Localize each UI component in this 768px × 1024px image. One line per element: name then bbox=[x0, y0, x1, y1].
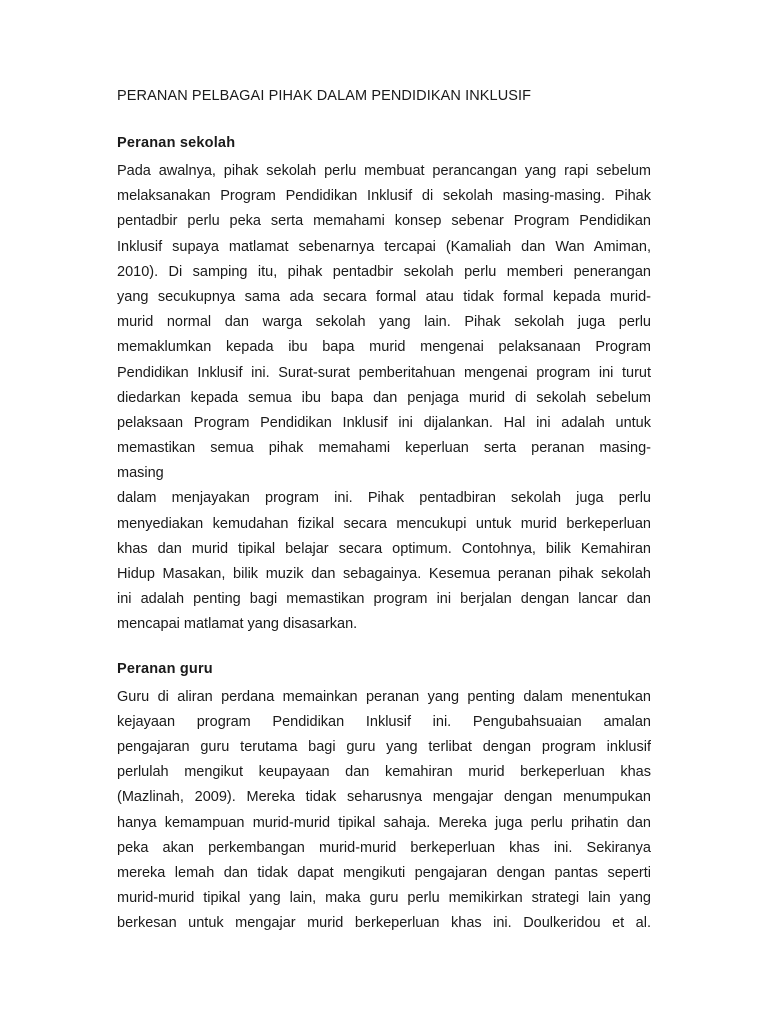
paragraph-line: murid normal dan warga sekolah yang lain. Pihak sekolah juga perlu bbox=[117, 314, 651, 331]
paragraph-line: mereka lemah dan tidak dapat mengikuti pengajaran dengan pantas seperti bbox=[117, 864, 651, 881]
page-title: PERANAN PELBAGAI PIHAK DALAM PENDIDIKAN INKLUSIF bbox=[117, 88, 532, 104]
paragraph-line: menyediakan kemudahan fizikal secara mencukupi untuk murid berkeperluan bbox=[117, 515, 651, 532]
section-heading: Peranan guru bbox=[117, 660, 213, 677]
paragraph-line: murid-murid tipikal yang lain, maka guru perlu memikirkan strategi lain yang bbox=[117, 890, 651, 907]
paragraph-line: hanya kemampuan murid-murid tipikal sahaja. Mereka juga perlu prihatin dan bbox=[117, 814, 651, 831]
paragraph-line: khas dan murid tipikal belajar secara optimum. Contohnya, bilik Kemahiran bbox=[117, 540, 651, 557]
paragraph-line: pentadbir perlu peka serta memahami konsep sebenar Program Pendidikan bbox=[117, 213, 651, 230]
paragraph-line: Pendidikan Inklusif ini. Surat-surat pemberitahuan mengenai program ini turut bbox=[117, 364, 651, 381]
paragraph-line: berkesan untuk mengajar murid berkeperluan khas ini. Doulkeridou et al. bbox=[117, 915, 651, 932]
paragraph-line: melaksanakan Program Pendidikan Inklusif di sekolah masing-masing. Pihak bbox=[117, 188, 651, 205]
section-peranan-guru bbox=[117, 659, 651, 937]
paragraph-line: dalam menjayakan program ini. Pihak pentadbiran sekolah juga perlu bbox=[117, 490, 651, 507]
paragraph-line: masing bbox=[117, 465, 164, 482]
paragraph-line: diedarkan kepada semua ibu bapa dan penjaga murid di sekolah sebelum bbox=[117, 389, 651, 406]
paragraph-line: perlulah mengikut keupayaan dan kemahiran murid berkeperluan khas bbox=[117, 764, 651, 781]
paragraph-line: Hidup Masakan, bilik muzik dan sebagainya. Kesemua peranan pihak sekolah bbox=[117, 566, 651, 582]
document-body bbox=[117, 86, 651, 936]
paragraph-line: 2010). Di samping itu, pihak pentadbir sekolah perlu memberi penerangan bbox=[117, 263, 651, 280]
paragraph-line: memaklumkan kepada ibu bapa murid mengenai pelaksanaan Program bbox=[117, 339, 651, 356]
paragraph-line: mencapai matlamat yang disasarkan. bbox=[117, 616, 358, 633]
paragraph-line: pelaksaan Program Pendidikan Inklusif ini dijalankan. Hal ini adalah untuk bbox=[117, 414, 651, 431]
paragraph-line: Pada awalnya, pihak sekolah perlu membuat perancangan yang rapi sebelum bbox=[117, 163, 651, 179]
paragraph-line: yang secukupnya sama ada secara formal atau tidak formal kepada murid- bbox=[117, 288, 651, 305]
section-spacer bbox=[117, 638, 651, 659]
paragraph-line: (Mazlinah, 2009). Mereka tidak seharusnya mengajar dengan menumpukan bbox=[117, 789, 651, 806]
section-heading: Peranan sekolah bbox=[117, 135, 236, 151]
paragraph-line: Inklusif supaya matlamat sebenarnya tercapai (Kamaliah dan Wan Amiman, bbox=[117, 238, 651, 255]
section-peranan-sekolah bbox=[117, 133, 651, 638]
paragraph-line: ini adalah penting bagi memastikan program ini berjalan dengan lancar dan bbox=[117, 591, 651, 608]
paragraph-line: peka akan perkembangan murid-murid berkeperluan khas ini. Sekiranya bbox=[117, 839, 651, 856]
paragraph-line: Guru di aliran perdana memainkan peranan yang penting dalam menentukan bbox=[117, 688, 651, 705]
paragraph-line: pengajaran guru terutama bagi guru yang terlibat dengan program inklusif bbox=[117, 738, 651, 755]
paragraph-line: memastikan semua pihak memahami keperluan serta peranan masing- bbox=[117, 440, 651, 457]
paragraph-line: kejayaan program Pendidikan Inklusif ini. Pengubahsuaian amalan bbox=[117, 713, 651, 730]
